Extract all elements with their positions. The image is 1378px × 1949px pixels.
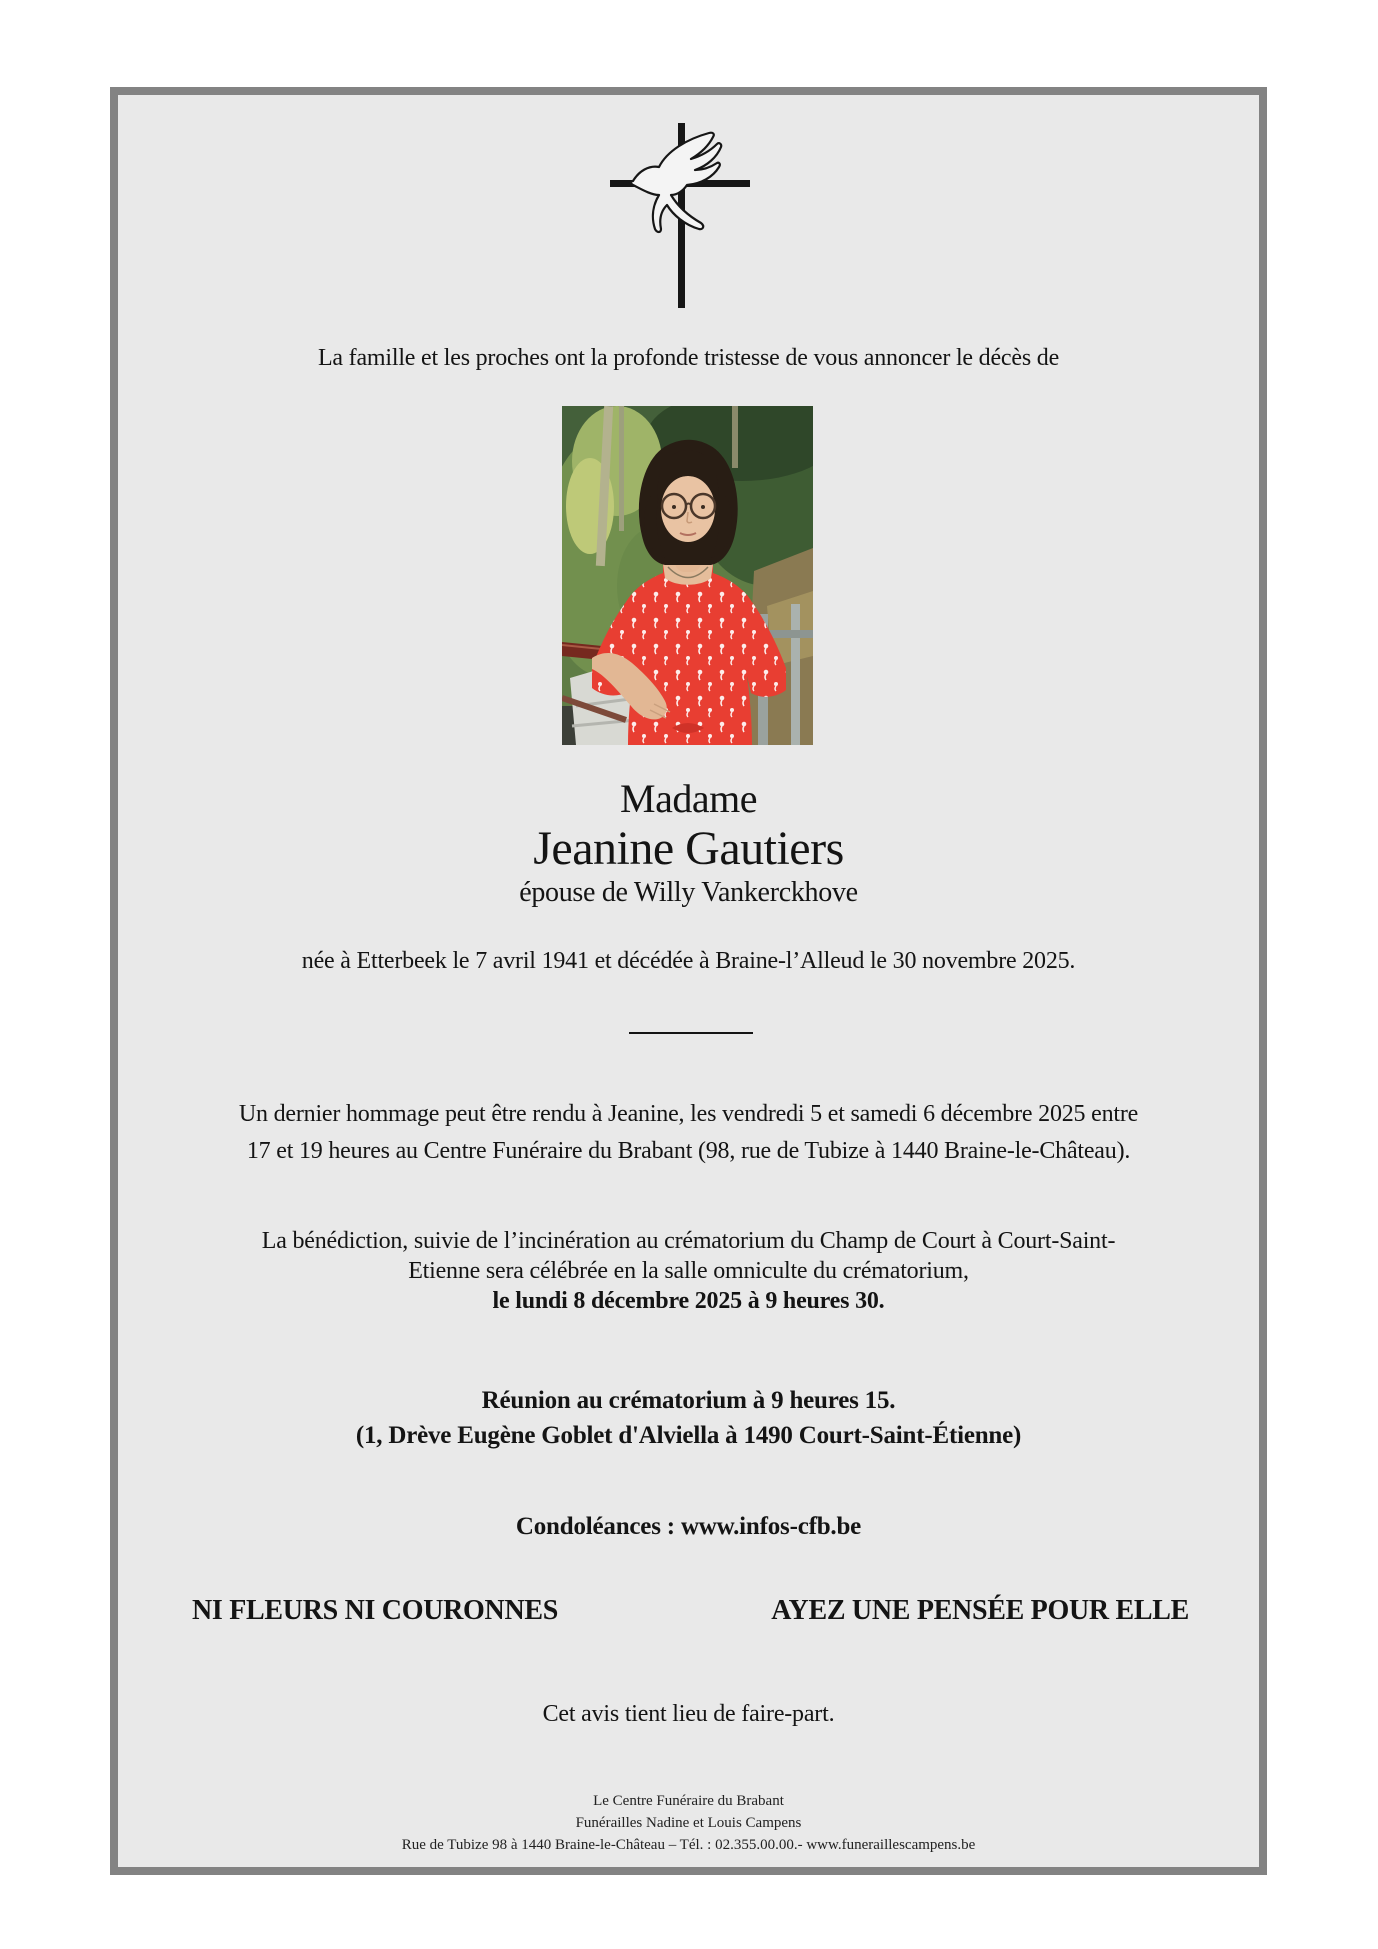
deceased-spouse: épouse de Willy Vankerckhove xyxy=(519,877,858,908)
benediction-paragraph xyxy=(118,1226,1259,1316)
benediction-line: Etienne sera célébrée en la salle omniculte du crématorium, xyxy=(408,1258,969,1284)
condolences-line: Condoléances : www.infos-cfb.be xyxy=(515,1513,862,1540)
footer-line: Rue de Tubize 98 à 1440 Braine-le-Château – Tél. : 02.355.00.00.- www.funeraillescampens.be xyxy=(401,1837,976,1853)
announcement-text: La famille et les proches ont la profonde tristesse de vous annoncer le décès de xyxy=(317,345,1060,371)
birth-death-line: née à Etterbeek le 7 avril 1941 et décédée à Braine-l’Alleud le 30 novembre 2025. xyxy=(301,948,1076,974)
benediction-line: La bénédiction, suivie de l’incinération au crématorium du Champ de Court à Court-Saint- xyxy=(261,1228,1116,1254)
reunion-block xyxy=(118,1383,1259,1453)
dove-and-cross-icon xyxy=(609,123,769,308)
footer-line: Funérailles Nadine et Louis Campens xyxy=(575,1815,802,1831)
flowers-row xyxy=(118,1595,1259,1627)
no-flowers-text: NI FLEURS NI COURONNES xyxy=(192,1595,559,1626)
reunion-address: (1, Drève Eugène Goblet d'Alviella à 1490 Court-Saint-Étienne) xyxy=(355,1422,1022,1449)
hommage-line: Un dernier hommage peut être rendu à Jeanine, les vendredi 5 et samedi 6 décembre 2025 entre xyxy=(238,1101,1139,1127)
reunion-line: Réunion au crématorium à 9 heures 15. xyxy=(481,1387,896,1414)
have-a-thought-text: AYEZ UNE PENSÉE POUR ELLE xyxy=(771,1595,1189,1626)
hommage-paragraph xyxy=(118,1096,1259,1170)
deceased-name: Jeanine Gautiers xyxy=(533,822,844,875)
hommage-line: 17 et 19 heures au Centre Funéraire du Brabant (98, rue de Tubize à 1440 Braine-le-Château). xyxy=(246,1138,1131,1164)
faire-part-notice: Cet avis tient lieu de faire-part. xyxy=(542,1701,835,1727)
funeral-home-footer xyxy=(118,1790,1259,1856)
section-divider xyxy=(629,1032,753,1034)
deceased-title: Madame xyxy=(620,776,757,821)
ceremony-datetime: le lundi 8 décembre 2025 à 9 heures 30. xyxy=(492,1288,885,1314)
footer-line: Le Centre Funéraire du Brabant xyxy=(593,1793,784,1809)
portrait-photo xyxy=(562,406,813,745)
announcement-card xyxy=(110,87,1267,1875)
